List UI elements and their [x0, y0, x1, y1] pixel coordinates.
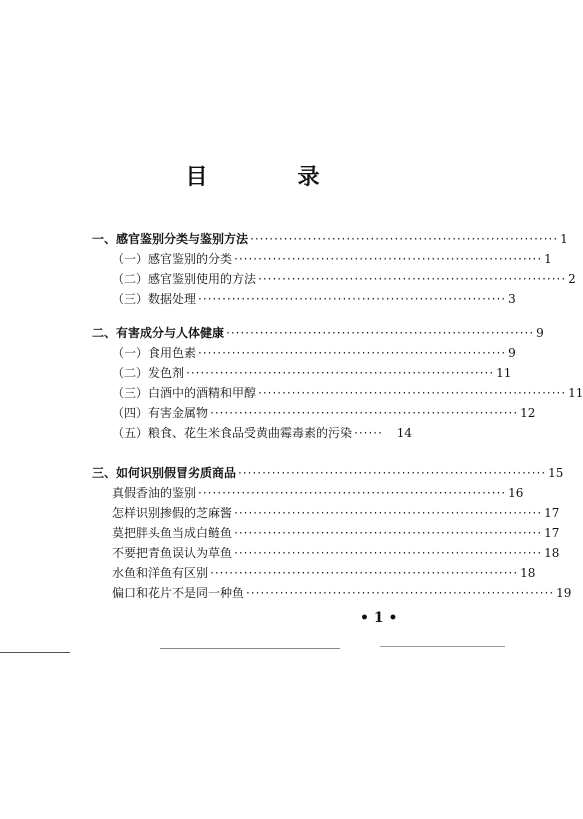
- entry-number: （二）: [112, 272, 149, 286]
- toc-entry: [112, 424, 412, 442]
- leader-dots: ································································: [198, 486, 507, 500]
- toc-entry: [112, 484, 524, 502]
- toc-section-heading: [92, 324, 544, 342]
- entry-title: 有害金属物: [148, 406, 209, 420]
- toc-section-heading: [92, 464, 564, 482]
- leader-dots: ································································: [186, 366, 495, 380]
- page-number: 9: [508, 346, 516, 360]
- section-title: 如何识别假冒劣质商品: [116, 466, 237, 480]
- page-number: 1: [560, 232, 568, 246]
- entry-title: 水鱼和洋鱼有区别: [112, 566, 209, 580]
- page-number: 9: [536, 326, 544, 340]
- leader-dots: ································································: [198, 292, 507, 306]
- page-number: 11: [496, 366, 512, 380]
- section-number: 二、: [92, 326, 117, 340]
- toc-entry: [112, 364, 512, 382]
- page-number: 11: [568, 386, 583, 400]
- leader-dots: ································································: [238, 466, 547, 480]
- entry-title: 怎样识别掺假的芝麻酱: [112, 506, 233, 520]
- page-title: 目 录: [185, 165, 354, 190]
- page-number: 18: [544, 546, 560, 560]
- entry-title: 不要把青鱼误认为草鱼: [112, 546, 233, 560]
- section-number: 一、: [92, 232, 117, 246]
- toc-entry: [112, 250, 552, 268]
- entry-number: （一）: [112, 346, 149, 360]
- toc-entry: [112, 384, 583, 402]
- entry-title: 偏口和花片不是同一种鱼: [112, 586, 245, 600]
- entry-number: （一）: [112, 252, 149, 266]
- entry-title: 发色剂: [148, 366, 185, 380]
- leader-dots: ································································: [234, 526, 543, 540]
- entry-number: （五）: [112, 426, 149, 440]
- toc-entry: [112, 564, 536, 582]
- scan-edge-line: [0, 652, 70, 653]
- toc-entry: [112, 524, 560, 542]
- toc-entry: [112, 544, 560, 562]
- page-number: 18: [520, 566, 536, 580]
- page-number: 19: [556, 586, 572, 600]
- page-number: 17: [544, 526, 560, 540]
- toc-entry: [112, 584, 572, 602]
- entry-title: 真假香油的鉴别: [112, 486, 197, 500]
- page-number: 15: [548, 466, 564, 480]
- leader-dots: ································································: [210, 566, 519, 580]
- section-title: 感官鉴别分类与鉴别方法: [116, 232, 249, 246]
- leader-dots: ······: [354, 426, 383, 440]
- page-number: 3: [508, 292, 516, 306]
- section-number: 三、: [92, 466, 117, 480]
- entry-title: 数据处理: [148, 292, 197, 306]
- entry-title: 莫把胖头鱼当成白鲢鱼: [112, 526, 233, 540]
- entry-title: 感官鉴别的分类: [148, 252, 233, 266]
- toc-entry: [112, 504, 560, 522]
- page-number: 12: [520, 406, 536, 420]
- section-title: 有害成分与人体健康: [116, 326, 225, 340]
- page-number: 16: [508, 486, 524, 500]
- leader-dots: ································································: [250, 232, 559, 246]
- leader-dots: ································································: [234, 506, 543, 520]
- entry-title: 食用色素: [148, 346, 197, 360]
- leader-dots: ································································: [198, 346, 507, 360]
- entry-number: （二）: [112, 366, 149, 380]
- toc-entry: [112, 270, 576, 288]
- entry-number: （三）: [112, 292, 149, 306]
- toc-entry: [112, 344, 516, 362]
- leader-dots: ································································: [234, 546, 543, 560]
- leader-dots: ································································: [258, 272, 567, 286]
- leader-dots: ································································: [246, 586, 555, 600]
- leader-dots: ································································: [258, 386, 567, 400]
- scan-edge-line: [380, 646, 505, 647]
- toc-entry: [112, 404, 536, 422]
- page-number: 2: [568, 272, 576, 286]
- entry-title: 感官鉴别使用的方法: [148, 272, 257, 286]
- entry-number: （四）: [112, 406, 149, 420]
- toc-entry: [112, 290, 516, 308]
- entry-title: 粮食、花生米食品受黄曲霉毒素的污染: [148, 426, 353, 440]
- folio-page-number: • 1 •: [360, 610, 398, 626]
- toc-section-heading: [92, 230, 568, 248]
- leader-dots: ································································: [210, 406, 519, 420]
- scan-edge-line: [160, 648, 340, 649]
- entry-number: （三）: [112, 386, 149, 400]
- leader-dots: ································································: [226, 326, 535, 340]
- page-number: 14: [396, 426, 412, 440]
- entry-title: 白酒中的酒精和甲醇: [148, 386, 257, 400]
- leader-dots: ································································: [234, 252, 543, 266]
- page-number: 17: [544, 506, 560, 520]
- page-number: 1: [544, 252, 552, 266]
